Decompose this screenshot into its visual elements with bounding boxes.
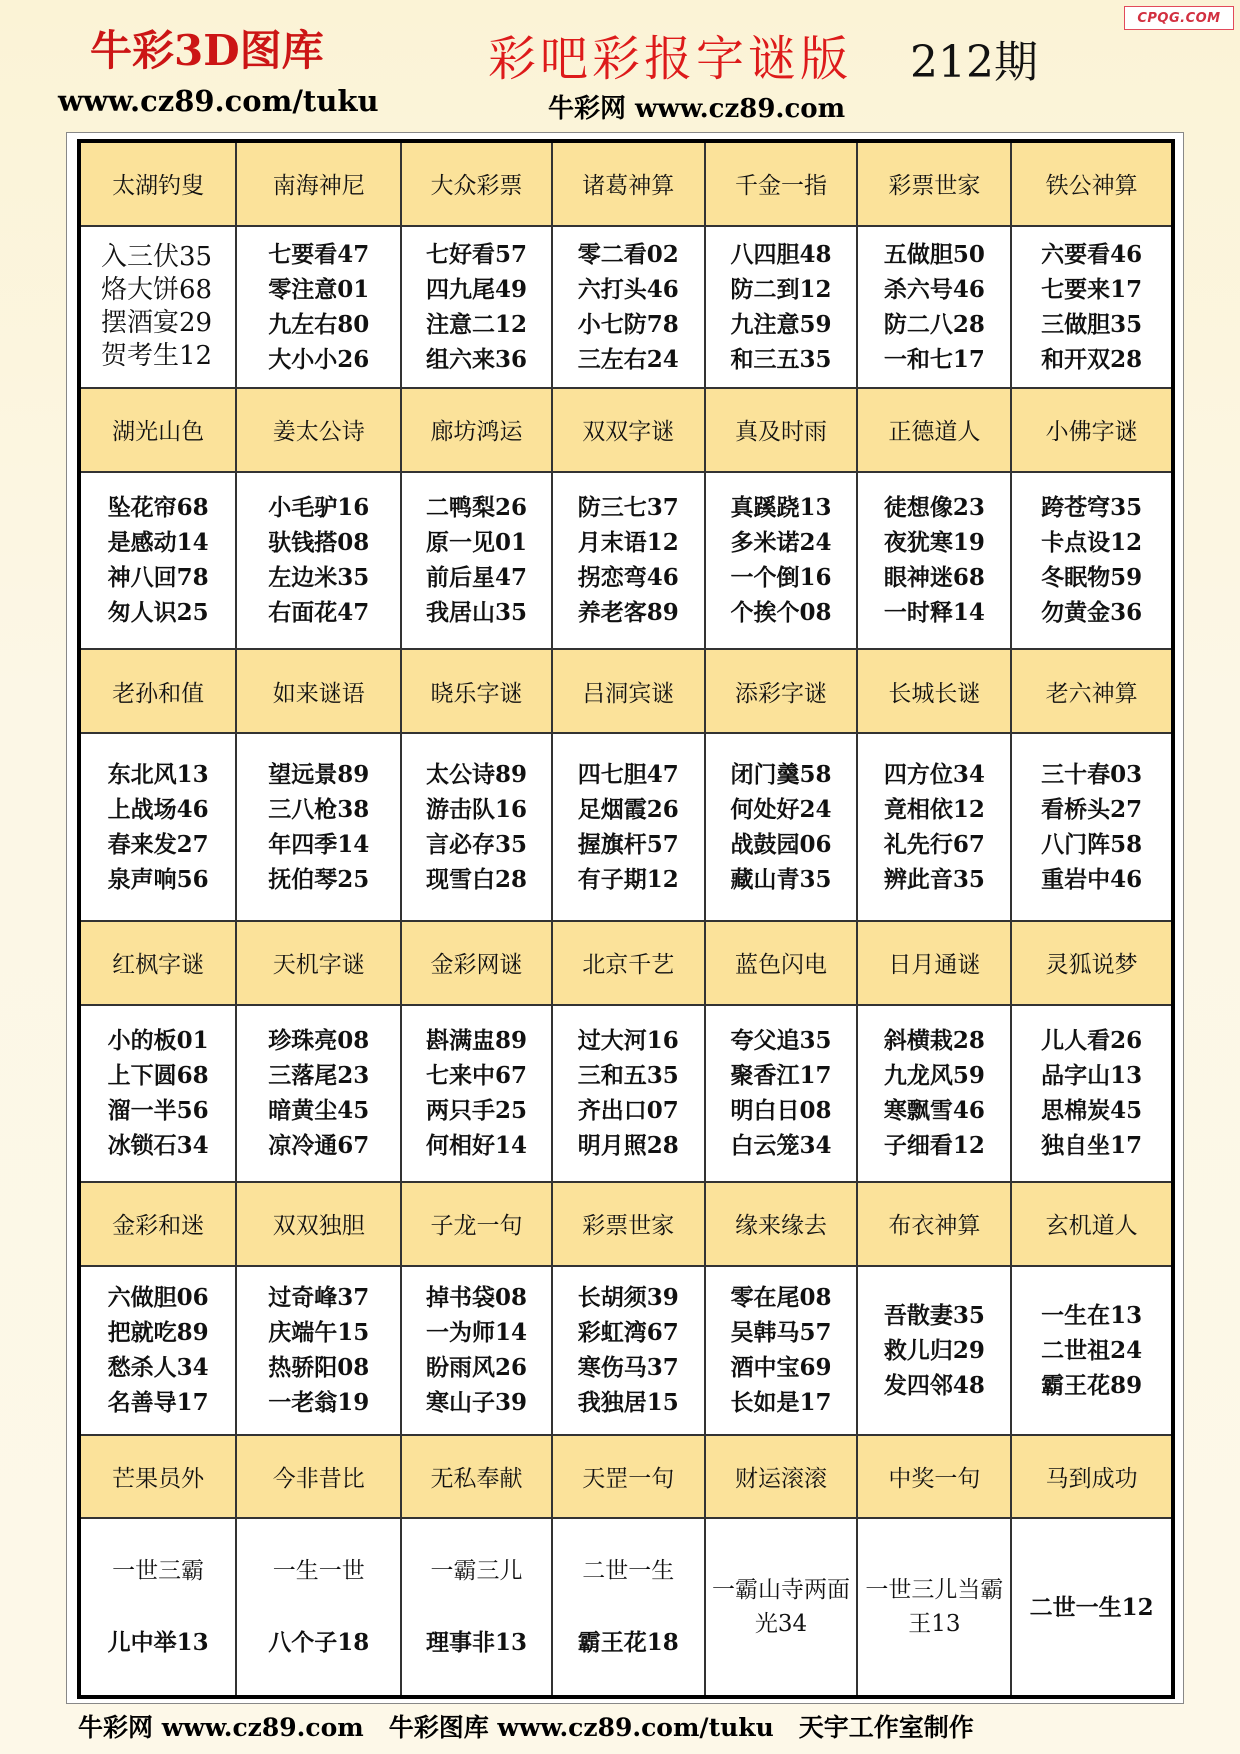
prediction-line: 摆酒宴29 [101,307,213,338]
prediction-line: 大小小26 [268,345,370,373]
expert-name: 真及时雨 [705,388,858,471]
expert-name: 金彩网谜 [401,921,552,1004]
prediction-line: 二世一生 [582,1558,675,1585]
prediction-line: 一霸三儿 [430,1558,523,1585]
prediction-line: 五做胆50 [883,240,985,268]
brand-title: 牛彩3D图库 [90,26,324,75]
expert-name: 缘来缘去 [705,1182,858,1265]
prediction-cell [79,1266,236,1435]
prediction-line: 一生一世 [272,1558,365,1585]
prediction-line: 战鼓园06 [730,830,832,858]
prediction-cell [236,1266,401,1435]
prediction-line: 游击队16 [426,795,528,823]
prediction-cell [857,733,1011,921]
prediction-line: 我独居15 [577,1389,679,1417]
expert-name: 中奖一句 [857,1435,1011,1518]
expert-name: 彩票世家 [552,1182,705,1265]
prediction-line: 明月照28 [577,1132,679,1160]
prediction-cell [401,226,552,389]
expert-name: 湖光山色 [79,388,236,471]
prediction-line: 真蹊跷13 [730,494,832,522]
prediction-line: 神八回78 [107,564,209,592]
expert-name: 如来谜语 [236,649,401,732]
prediction-line: 愁杀人34 [107,1354,209,1382]
issue-number: 212期 [910,37,1038,88]
expert-name: 灵狐说梦 [1011,921,1173,1004]
prediction-cell [552,472,705,650]
prediction-cell [1011,226,1173,389]
prediction-line: 上下圆68 [107,1062,209,1090]
prediction-cell [857,226,1011,389]
prediction-line: 入三伏35 [101,241,213,272]
prediction-line: 一个倒16 [730,564,832,592]
prediction-cell [1011,1518,1173,1697]
line-spacer [237,1589,400,1625]
prediction-line: 卡点设12 [1041,529,1143,557]
prediction-row [79,226,1173,389]
prediction-line: 长如是17 [730,1389,832,1417]
prediction-line: 九左右80 [268,310,370,338]
expert-name: 晓乐字谜 [401,649,552,732]
prediction-line: 有子期12 [577,865,679,893]
prediction-line: 言必存35 [426,830,528,858]
page-title: 彩吧彩报字谜版 [488,31,853,87]
prediction-line: 烙大饼68 [101,274,213,305]
prediction-line: 九注意59 [730,310,832,338]
prediction-line: 小七防78 [577,310,679,338]
prediction-line: 前后星47 [426,564,528,592]
prediction-line: 一生在13 [1041,1301,1143,1329]
prediction-line: 暗黄尘45 [268,1097,370,1125]
expert-header-row [79,141,1173,226]
prediction-cell [79,1005,236,1183]
prediction-line: 明白日08 [730,1097,832,1125]
expert-name: 红枫字谜 [79,921,236,1004]
prediction-line: 年四季14 [268,830,370,858]
prediction-line: 救儿归29 [883,1336,985,1364]
prediction-line: 看桥头27 [1041,795,1143,823]
prediction-line: 握旗杆57 [577,830,679,858]
prediction-cell [552,733,705,921]
prediction-cell [236,1518,401,1697]
expert-name: 布衣神算 [857,1182,1011,1265]
prediction-line: 寒飘雪46 [883,1097,985,1125]
prediction-line: 驮钱搭08 [268,529,370,557]
prediction-line: 斟满盅89 [426,1027,528,1055]
prediction-line: 勿黄金36 [1041,599,1143,627]
prediction-cell [705,733,858,921]
expert-name: 北京千艺 [552,921,705,1004]
prediction-line: 个挨个08 [730,599,832,627]
expert-name: 彩票世家 [857,141,1011,226]
prediction-line: 冰锁石34 [107,1132,209,1160]
prediction-line: 匆人识25 [107,599,209,627]
prediction-line: 二世一生12 [1029,1593,1154,1621]
prediction-line: 盼雨风26 [426,1354,528,1382]
expert-name: 南海神尼 [236,141,401,226]
prediction-line: 八个子18 [268,1629,370,1657]
prediction-line: 七来中67 [426,1062,528,1090]
expert-name: 天罡一句 [552,1435,705,1518]
prediction-line: 组六来36 [426,345,528,373]
prediction-cell [552,1005,705,1183]
prediction-line: 三做胆35 [1041,310,1143,338]
prediction-line: 多米诺24 [730,529,832,557]
prediction-row [79,472,1173,650]
prediction-cell [1011,1005,1173,1183]
expert-name: 长城长谜 [857,649,1011,732]
prediction-line: 养老客89 [577,599,679,627]
prediction-line: 儿中举13 [107,1629,209,1657]
prediction-line: 三落尾23 [268,1062,370,1090]
riddle-board [66,132,1184,1704]
prediction-cell [705,1266,858,1435]
expert-name: 金彩和迷 [79,1182,236,1265]
expert-name: 太湖钓叟 [79,141,236,226]
prediction-cell [857,1005,1011,1183]
expert-name: 玄机道人 [1011,1182,1173,1265]
expert-name: 双双字谜 [552,388,705,471]
prediction-cell [79,472,236,650]
prediction-line: 上战场46 [107,795,209,823]
expert-name: 小佛字谜 [1011,388,1173,471]
prediction-cell [705,1005,858,1183]
prediction-line: 小毛驴16 [268,494,370,522]
expert-name: 芒果员外 [79,1435,236,1518]
prediction-line: 辨此音35 [883,865,985,893]
prediction-line: 眼神迷68 [883,564,985,592]
prediction-line: 和三五35 [730,345,832,373]
line-spacer [402,1589,551,1625]
prediction-line: 杀六号46 [883,275,985,303]
prediction-line: 防二到12 [730,275,832,303]
prediction-line: 和开双28 [1041,345,1143,373]
prediction-line: 一为师14 [426,1319,528,1347]
prediction-cell [857,472,1011,650]
prediction-line: 两只手25 [426,1097,528,1125]
prediction-line: 斜横栽28 [883,1027,985,1055]
expert-name: 铁公神算 [1011,141,1173,226]
prediction-line: 藏山青35 [730,865,832,893]
prediction-cell [1011,733,1173,921]
prediction-row [79,1518,1173,1697]
prediction-line: 四方位34 [883,760,985,788]
prediction-line: 把就吃89 [107,1319,209,1347]
prediction-line: 何处好24 [730,795,832,823]
prediction-line: 左边米35 [268,564,370,592]
prediction-cell [552,1266,705,1435]
expert-header-row [79,388,1173,471]
prediction-line: 凉冷通67 [268,1132,370,1160]
prediction-line: 名善导17 [107,1389,209,1417]
prediction-line: 吾散妻35 [883,1301,985,1329]
prediction-line: 三左右24 [577,345,679,373]
prediction-line: 七好看57 [426,240,528,268]
prediction-row [79,1005,1173,1183]
prediction-line: 儿人看26 [1041,1027,1143,1055]
prediction-line: 四九尾49 [426,275,528,303]
expert-name: 廊坊鸿运 [401,388,552,471]
prediction-line: 徒想像23 [883,494,985,522]
prediction-line: 跨苍穹35 [1041,494,1143,522]
expert-name: 千金一指 [705,141,858,226]
prediction-line: 是感动14 [107,529,209,557]
prediction-cell [401,1005,552,1183]
prediction-line: 闭门羹58 [730,760,832,788]
prediction-line: 霸王花89 [1041,1371,1143,1399]
prediction-line: 六打头46 [577,275,679,303]
prediction-line: 冬眠物59 [1041,564,1143,592]
prediction-line: 彩虹湾67 [577,1319,679,1347]
prediction-line: 泉声响56 [107,865,209,893]
expert-name: 吕洞宾谜 [552,649,705,732]
prediction-cell [1011,1266,1173,1435]
prediction-cell [236,472,401,650]
expert-name: 姜太公诗 [236,388,401,471]
prediction-line: 九龙风59 [883,1062,985,1090]
prediction-line: 七要看47 [268,240,370,268]
brand-url[interactable]: www.cz89.com/tuku [58,84,379,118]
expert-name: 正德道人 [857,388,1011,471]
prediction-line: 热骄阳08 [268,1354,370,1382]
prediction-line: 右面花47 [268,599,370,627]
prediction-line: 六做胆06 [107,1284,209,1312]
expert-name: 诸葛神算 [552,141,705,226]
prediction-line: 寒山子39 [426,1389,528,1417]
prediction-line: 防二八28 [883,310,985,338]
prediction-line: 现雪白28 [426,865,528,893]
expert-name: 财运滚滚 [705,1435,858,1518]
prediction-line: 八四胆48 [730,240,832,268]
prediction-line: 太公诗89 [426,760,528,788]
expert-name: 马到成功 [1011,1435,1173,1518]
prediction-line: 月末语12 [577,529,679,557]
prediction-cell [401,472,552,650]
prediction-line: 独自坐17 [1041,1132,1143,1160]
expert-header-row [79,921,1173,1004]
prediction-cell [1011,472,1173,650]
footer-credits: 牛彩网 www.cz89.com 牛彩图库 www.cz89.com/tuku 天宇工作室制作 [78,1713,974,1742]
prediction-line: 我居山35 [426,599,528,627]
prediction-line: 理事非13 [426,1629,528,1657]
prediction-line: 一和七17 [883,345,985,373]
prediction-line: 零注意01 [268,275,370,303]
prediction-line: 掉书袋08 [426,1284,528,1312]
prediction-line: 品字山13 [1041,1062,1143,1090]
prediction-line: 四七胆47 [577,760,679,788]
prediction-line: 子细看12 [883,1132,985,1160]
prediction-line: 原一见01 [426,529,528,557]
prediction-cell [79,1518,236,1697]
prediction-cell [857,1518,1011,1697]
prediction-cell [401,1518,552,1697]
prediction-line: 抚伯琴25 [268,865,370,893]
prediction-cell [401,1266,552,1435]
prediction-line: 溜一半56 [107,1097,209,1125]
corner-logo: CPQG.COM [1124,6,1234,30]
prediction-line: 六要看46 [1041,240,1143,268]
expert-name: 添彩字谜 [705,649,858,732]
prediction-line: 小的板01 [107,1027,209,1055]
prediction-line: 二鸭梨26 [426,494,528,522]
prediction-cell [705,472,858,650]
prediction-line: 足烟霞26 [577,795,679,823]
prediction-line: 一老翁19 [268,1389,370,1417]
expert-name: 老六神算 [1011,649,1173,732]
prediction-line: 三八枪38 [268,795,370,823]
prediction-line: 庆端午15 [268,1319,370,1347]
prediction-line: 东北风13 [107,760,209,788]
prediction-line: 防三七37 [577,494,679,522]
prediction-line: 酒中宝69 [730,1354,832,1382]
prediction-row [79,733,1173,921]
prediction-line: 三和五35 [577,1062,679,1090]
prediction-line: 珍珠亮08 [268,1027,370,1055]
prediction-line: 八门阵58 [1041,830,1143,858]
expert-name: 天机字谜 [236,921,401,1004]
prediction-cell [79,226,236,389]
line-spacer [553,1589,704,1625]
expert-name: 蓝色闪电 [705,921,858,1004]
prediction-line: 发四邻48 [883,1371,985,1399]
prediction-line: 聚香江17 [730,1062,832,1090]
prediction-line: 何相好14 [426,1132,528,1160]
prediction-line: 一霸山寺两面光34 [711,1577,850,1638]
expert-name: 双双独胆 [236,1182,401,1265]
prediction-line: 注意二12 [426,310,528,338]
prediction-cell [552,226,705,389]
prediction-line: 礼先行67 [883,830,985,858]
prediction-line: 思棉炭45 [1041,1097,1143,1125]
prediction-cell [236,733,401,921]
expert-header-row [79,1435,1173,1518]
prediction-line: 过奇峰37 [268,1284,370,1312]
prediction-line: 二世祖24 [1041,1336,1143,1364]
expert-name: 老孙和值 [79,649,236,732]
prediction-line: 吴韩马57 [730,1319,832,1347]
prediction-cell [705,226,858,389]
prediction-line: 零在尾08 [730,1284,832,1312]
expert-name: 日月通谜 [857,921,1011,1004]
prediction-line: 一时释14 [883,599,985,627]
riddle-table [77,139,1175,1699]
expert-header-row [79,1182,1173,1265]
prediction-line: 贺考生12 [101,340,213,371]
prediction-line: 白云笼34 [730,1132,832,1160]
prediction-cell [552,1518,705,1697]
expert-name: 今非昔比 [236,1435,401,1518]
prediction-line: 竟相依12 [883,795,985,823]
prediction-line: 望远景89 [268,760,370,788]
prediction-line: 重岩中46 [1041,865,1143,893]
prediction-line: 坠花帘68 [107,494,209,522]
prediction-cell [236,226,401,389]
expert-name: 子龙一句 [401,1182,552,1265]
prediction-line: 一世三霸 [112,1558,205,1585]
prediction-line: 三十春03 [1041,760,1143,788]
prediction-line: 长胡须39 [577,1284,679,1312]
prediction-row [79,1266,1173,1435]
prediction-line: 七要来17 [1041,275,1143,303]
expert-name: 大众彩票 [401,141,552,226]
prediction-cell [705,1518,858,1697]
site-link[interactable]: 牛彩网 www.cz89.com [548,94,846,124]
prediction-line: 夸父追35 [730,1027,832,1055]
prediction-line: 春来发27 [107,830,209,858]
expert-header-row [79,649,1173,732]
prediction-line: 齐出口07 [577,1097,679,1125]
prediction-line: 寒伤马37 [577,1354,679,1382]
expert-name: 无私奉献 [401,1435,552,1518]
prediction-cell [236,1005,401,1183]
prediction-line: 霸王花18 [577,1629,679,1657]
prediction-line: 过大河16 [577,1027,679,1055]
prediction-line: 一世三儿当霸王13 [865,1577,1004,1638]
prediction-line: 夜犹寒19 [883,529,985,557]
prediction-line: 零二看02 [577,240,679,268]
prediction-cell [401,733,552,921]
prediction-line: 拐恋弯46 [577,564,679,592]
prediction-cell [79,733,236,921]
line-spacer [81,1589,235,1625]
prediction-cell [857,1266,1011,1435]
